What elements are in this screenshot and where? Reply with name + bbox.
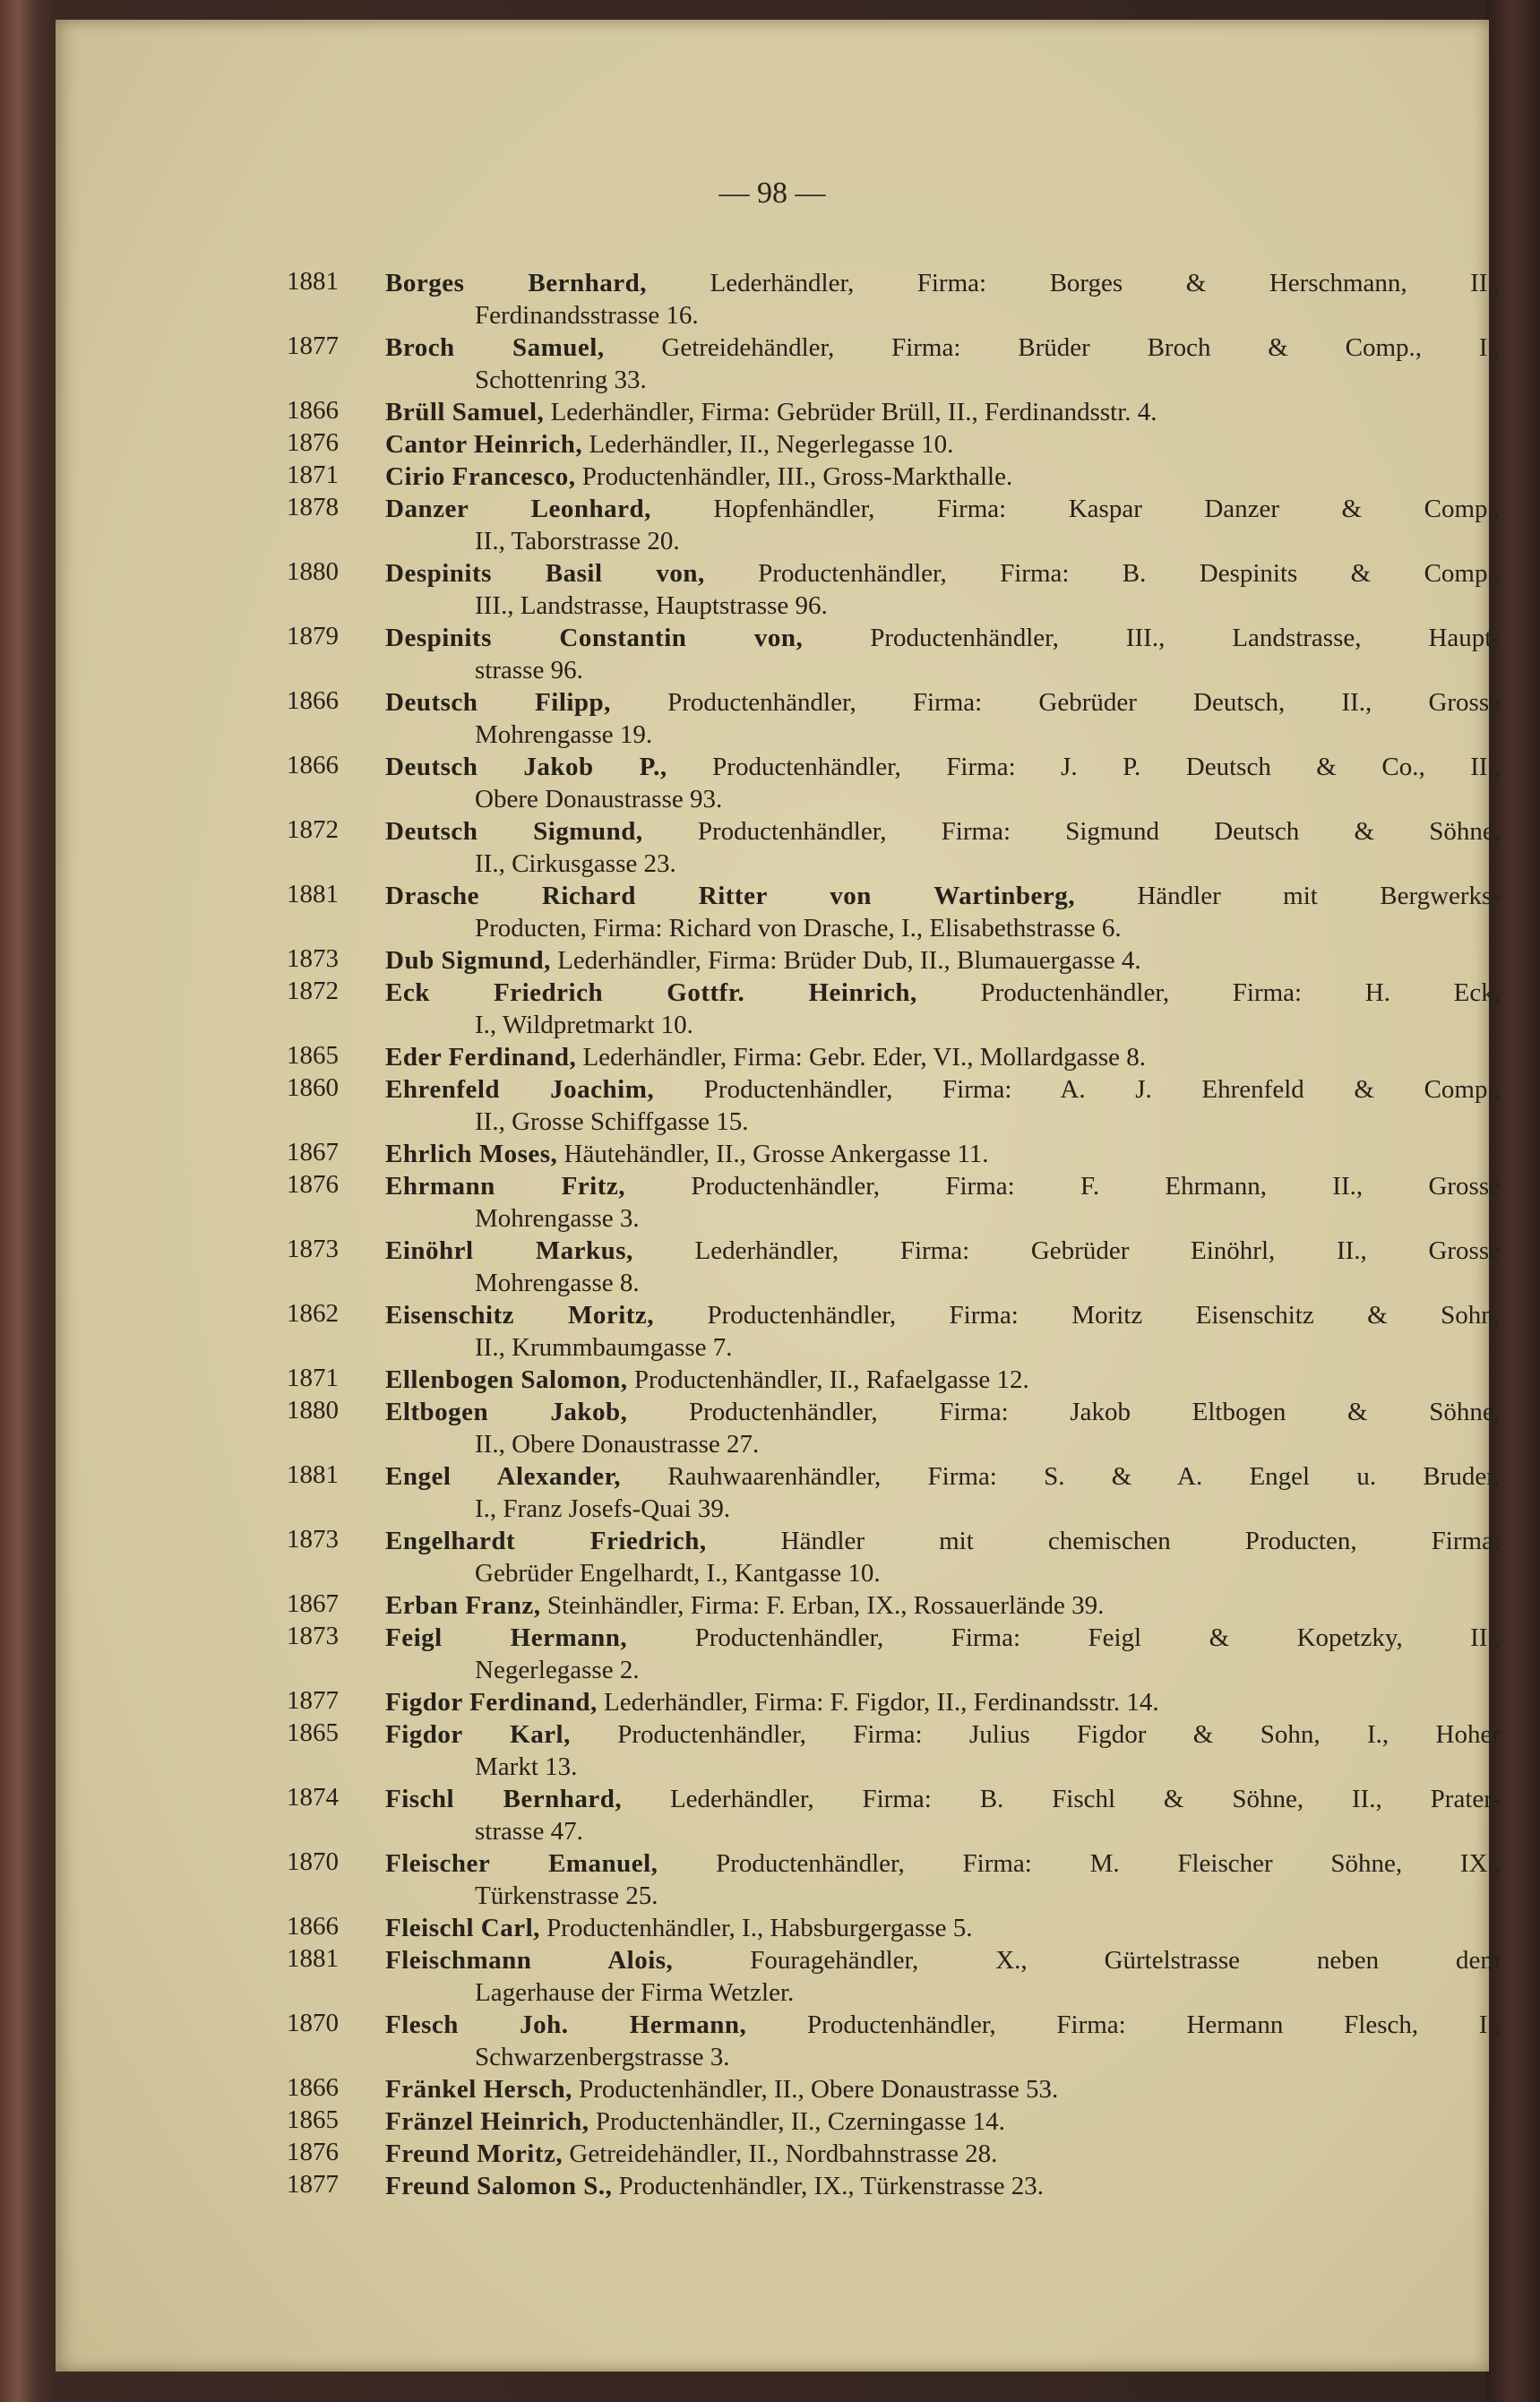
entry-name: Erban Franz, [385,1591,541,1620]
entry-year: 1878 [287,493,339,521]
directory-entry [56,1138,1489,1170]
entry-name: Dub Sigmund, [385,946,551,975]
entry-year: 1873 [287,944,339,973]
directory-entry [56,2170,1489,2202]
entry-year: 1880 [287,1396,339,1425]
entry-year: 1877 [287,2170,339,2199]
entry-continuation: Schottenring 33. [475,366,647,394]
directory-entry [56,1847,1501,1912]
entry-year: 1881 [287,1944,339,1973]
entry-continuation: Gebrüder Engelhardt, I., Kantgasse 10. [475,1559,881,1588]
entry-name: Figdor Ferdinand, [385,1688,598,1717]
entry-description: Lederhändler, Firma: Brüder Dub, II., Blumauergasse 4. [550,946,1141,975]
entry-name: Deutsch Jakob P., [385,753,667,781]
entry-name: Flesch Joh. Hermann, [385,2010,747,2039]
entry-name: Cirio Francesco, [385,462,576,491]
entry-year: 1870 [287,1847,339,1876]
directory-entry [56,2009,1501,2073]
entry-first-line [385,1460,1501,1493]
entry-first-line [385,2009,1501,2041]
entry-description: Productenhändler, Firma: Feigl & Kopetzky, II., [627,1623,1501,1652]
entry-name: Engel Alexander, [385,1462,622,1491]
entry-year: 1872 [287,815,339,844]
directory-entry [56,1718,1501,1783]
entry-description: Productenhändler, Firma: J. P. Deutsch & Co., II., [667,753,1501,781]
directory-entry [56,2105,1489,2138]
entry-description: Getreidehändler, II., Nordbahnstrasse 28. [563,2139,998,2168]
entry-first-line [385,1525,1501,1557]
directory-entry [56,815,1501,880]
entry-first-line [385,751,1501,783]
entry-year: 1867 [287,1589,339,1618]
entry-continuation: Mohrengasse 8. [475,1269,640,1297]
entry-first-line [385,1912,1501,1944]
entry-continuation: Negerlegasse 2. [475,1656,640,1684]
entry-first-line [385,1847,1501,1880]
entry-continuation: Ferdinandsstrasse 16. [475,301,699,330]
entry-year: 1881 [287,1460,339,1489]
entry-year: 1866 [287,1912,339,1941]
entry-first-line [385,1073,1501,1106]
entry-year: 1866 [287,686,339,715]
entry-description: Productenhändler, Firma: B. Despinits & Comp., [704,559,1501,588]
entry-continuation: II., Cirkusgasse 23. [475,849,676,878]
entry-name: Despinits Constantin von, [385,624,804,652]
entry-year: 1865 [287,1718,339,1747]
entry-first-line [385,1589,1501,1622]
entry-year: 1871 [287,461,339,489]
directory-entry [56,267,1501,331]
entry-first-line [385,493,1501,525]
entry-description: Productenhändler, Firma: Moritz Eisenschitz & Sohn, [654,1301,1501,1330]
entry-description: Lederhändler, Firma: Gebrüder Einöhrl, II., Grosse [632,1236,1501,1265]
entry-description: Rauhwaarenhändler, Firma: S. & A. Engel u. Bruder, [621,1462,1501,1491]
entry-description: Productenhändler, Firma: Gebrüder Deutsch, II., Grosse [610,688,1501,717]
directory-entry [56,1364,1489,1396]
entry-description: Productenhändler, I., Habsburgergasse 5. [539,1914,973,1942]
entry-year: 1877 [287,1686,339,1715]
entry-name: Engelhardt Friedrich, [385,1527,707,1555]
directory-entry [56,686,1501,751]
entry-first-line [385,1299,1501,1331]
entry-continuation: III., Landstrasse, Hauptstrasse 96. [475,591,828,620]
entry-first-line [385,1944,1501,1976]
entry-name: Broch Samuel, [385,333,605,362]
entry-description: Productenhändler, II., Obere Donaustrasse 53. [572,2075,1059,2104]
directory-entry [56,557,1501,622]
entry-year: 1881 [287,880,339,908]
directory-entry [56,1622,1501,1686]
directory-entry [56,1299,1501,1364]
entry-first-line [385,396,1501,428]
entry-first-line [385,1235,1501,1267]
entry-name: Deutsch Sigmund, [385,817,643,846]
entry-description: Häutehändler, II., Grosse Ankergasse 11. [557,1140,989,1168]
entry-continuation: Markt 13. [475,1752,578,1781]
entry-name: Danzer Leonhard, [385,495,651,523]
entry-first-line [385,267,1501,299]
entry-first-line [385,1138,1501,1170]
directory-entry [56,493,1501,557]
entry-name: Fleischer Emanuel, [385,1849,658,1878]
page-number: — 98 — [718,176,826,210]
entry-description: Steinhändler, Firma: F. Erban, IX., Rossauerlände 39. [540,1591,1105,1620]
directory-entry [56,2073,1489,2105]
entry-first-line [385,1041,1501,1073]
entry-year: 1866 [287,2073,339,2102]
entry-name: Ehrmann Fritz, [385,1172,626,1201]
directory-entry [56,944,1489,977]
entry-first-line [385,1718,1501,1751]
entry-name: Fränkel Hersch, [385,2075,572,2104]
entry-first-line [385,944,1501,977]
directory-entry [56,1944,1501,2009]
directory-entry [56,1170,1501,1235]
entry-year: 1867 [287,1138,339,1167]
entry-continuation: strasse 47. [475,1817,583,1846]
entry-continuation: Lagerhause der Firma Wetzler. [475,1978,795,2007]
entry-first-line [385,2073,1501,2105]
entry-year: 1860 [287,1073,339,1102]
directory-entry [56,331,1501,396]
entry-description: Fouragehändler, X., Gürtelstrasse neben dem [673,1946,1501,1975]
entry-year: 1880 [287,557,339,586]
entry-name: Eck Friedrich Gottfr. Heinrich, [385,978,917,1007]
directory-entry [56,428,1489,461]
directory-entry [56,1235,1501,1299]
directory-entry [56,1589,1489,1622]
entry-description: Lederhändler, Firma: Borges & Herschmann, II., [647,269,1501,297]
directory-entry [56,1396,1501,1460]
entry-name: Ellenbogen Salomon, [385,1365,628,1394]
entry-name: Fischl Bernhard, [385,1785,623,1813]
entry-year: 1876 [287,1170,339,1199]
entry-name: Ehrlich Moses, [385,1140,558,1168]
entry-year: 1865 [287,1041,339,1070]
entry-continuation: II., Taborstrasse 20. [475,527,680,555]
entry-name: Despinits Basil von, [385,559,705,588]
directory-entry [56,1460,1501,1525]
entry-year: 1873 [287,1235,339,1263]
entry-first-line [385,428,1501,461]
entry-continuation: II., Obere Donaustrasse 27. [475,1430,760,1459]
entry-first-line [385,1170,1501,1202]
entry-name: Deutsch Filipp, [385,688,611,717]
entry-description: Productenhändler, II., Czerningasse 14. [589,2107,1005,2136]
entry-continuation: I., Franz Josefs-Quai 39. [475,1494,731,1523]
entry-continuation: II., Grosse Schiffgasse 15. [475,1107,749,1136]
directory-entry [56,1525,1501,1589]
entry-first-line [385,1396,1501,1428]
entry-year: 1877 [287,331,339,360]
entry-description: Productenhändler, Firma: Hermann Flesch, I., [746,2010,1501,2039]
entry-year: 1862 [287,1299,339,1328]
entry-description: Productenhändler, Firma: Julius Figdor & Sohn, I., Hoher [570,1720,1501,1749]
entry-continuation: Schwarzenbergstrasse 3. [475,2043,730,2071]
entry-year: 1876 [287,428,339,457]
directory-entry [56,1686,1489,1718]
entry-description: Lederhändler, Firma: Gebr. Eder, VI., Mollardgasse 8. [576,1043,1146,1072]
entry-first-line [385,461,1501,493]
directory-entry [56,2138,1489,2170]
directory-entry [56,1783,1501,1847]
directory-entries [56,267,1501,2202]
entry-name: Drasche Richard Ritter von Wartinberg, [385,882,1075,910]
entry-year: 1873 [287,1622,339,1650]
entry-description: Lederhändler, Firma: Gebrüder Brüll, II., Ferdinandsstr. 4. [544,398,1157,426]
entry-first-line [385,1783,1501,1815]
entry-description: Productenhändler, IX., Türkenstrasse 23. [612,2172,1044,2200]
entry-first-line [385,880,1501,912]
entry-name: Eltbogen Jakob, [385,1398,628,1426]
entry-year: 1881 [287,267,339,296]
entry-description: Lederhändler, Firma: B. Fischl & Söhne, II., Prater- [622,1785,1501,1813]
entry-name: Fränzel Heinrich, [385,2107,589,2136]
entry-first-line [385,1364,1501,1396]
entry-description: Productenhändler, Firma: Jakob Eltbogen & Söhne, [627,1398,1501,1426]
entry-continuation: Mohrengasse 3. [475,1204,640,1233]
entry-year: 1872 [287,977,339,1005]
entry-continuation: strasse 96. [475,656,583,684]
entry-description: Productenhändler, II., Rafaelgasse 12. [627,1365,1029,1394]
entry-year: 1866 [287,751,339,779]
entry-name: Brüll Samuel, [385,398,545,426]
directory-entry [56,751,1501,815]
entry-description: Productenhändler, Firma: F. Ehrmann, II., Grosse [625,1172,1501,1201]
entry-continuation: Obere Donaustrasse 93. [475,785,723,814]
entry-continuation: II., Krummbaumgasse 7. [475,1333,733,1362]
entry-name: Freund Salomon S., [385,2172,613,2200]
directory-entry [56,880,1501,944]
entry-year: 1874 [287,1783,339,1812]
entry-year: 1876 [287,2138,339,2166]
entry-first-line [385,2138,1501,2170]
entry-first-line [385,622,1501,654]
entry-description: Hopfenhändler, Firma: Kaspar Danzer & Comp., [650,495,1501,523]
entry-name: Borges Bernhard, [385,269,647,297]
entry-first-line [385,1622,1501,1654]
entry-year: 1879 [287,622,339,650]
entry-year: 1871 [287,1364,339,1392]
entry-name: Cantor Heinrich, [385,430,583,459]
entry-name: Fleischmann Alois, [385,1946,674,1975]
entry-name: Fleischl Carl, [385,1914,540,1942]
entry-description: Getreidehändler, Firma: Brüder Broch & Comp., I., [604,333,1501,362]
entry-description: Productenhändler, III., Gross-Markthalle. [575,462,1013,491]
entry-description: Productenhändler, III., Landstrasse, Haupt- [803,624,1501,652]
entry-description: Productenhändler, Firma: M. Fleischer Söhne, IX., [658,1849,1501,1878]
entry-year: 1870 [287,2009,339,2037]
entry-description: Lederhändler, Firma: F. Figdor, II., Ferdinandsstr. 14. [597,1688,1159,1717]
entry-name: Einöhrl Markus, [385,1236,633,1265]
entry-first-line [385,331,1501,364]
entry-continuation: I., Wildpretmarkt 10. [475,1011,693,1039]
directory-entry [56,461,1489,493]
entry-first-line [385,557,1501,590]
entry-continuation: Mohrengasse 19. [475,720,653,749]
entry-first-line [385,2105,1501,2138]
entry-first-line [385,977,1501,1009]
entry-year: 1866 [287,396,339,425]
directory-entry [56,1912,1489,1944]
entry-description: Lederhändler, II., Negerlegasse 10. [582,430,954,459]
entry-continuation: Producten, Firma: Richard von Drasche, I., Elisabethstrasse 6. [475,914,1122,943]
entry-name: Eisenschitz Moritz, [385,1301,655,1330]
entry-description: Productenhändler, Firma: A. J. Ehrenfeld & Comp., [654,1075,1501,1104]
directory-entry [56,1041,1489,1073]
entry-first-line [385,815,1501,848]
entry-year: 1873 [287,1525,339,1554]
entry-name: Eder Ferdinand, [385,1043,577,1072]
book-page [56,20,1501,2372]
directory-entry [56,1073,1501,1138]
entry-description: Productenhändler, Firma: H. Eck, [916,978,1501,1007]
entry-description: Productenhändler, Firma: Sigmund Deutsch & Söhne, [642,817,1501,846]
entry-first-line [385,686,1501,719]
entry-name: Ehrenfeld Joachim, [385,1075,655,1104]
entry-name: Freund Moritz, [385,2139,564,2168]
entry-year: 1865 [287,2105,339,2134]
entry-name: Feigl Hermann, [385,1623,628,1652]
entry-continuation: Türkenstrasse 25. [475,1881,658,1910]
entry-first-line [385,1686,1501,1718]
entry-description: Händler mit chemischen Producten, Firma: [706,1527,1501,1555]
directory-entry [56,977,1501,1041]
entry-description: Händler mit Bergwerks- [1074,882,1501,910]
directory-entry [56,396,1489,428]
directory-entry [56,622,1501,686]
entry-first-line [385,2170,1501,2202]
entry-name: Figdor Karl, [385,1720,571,1749]
